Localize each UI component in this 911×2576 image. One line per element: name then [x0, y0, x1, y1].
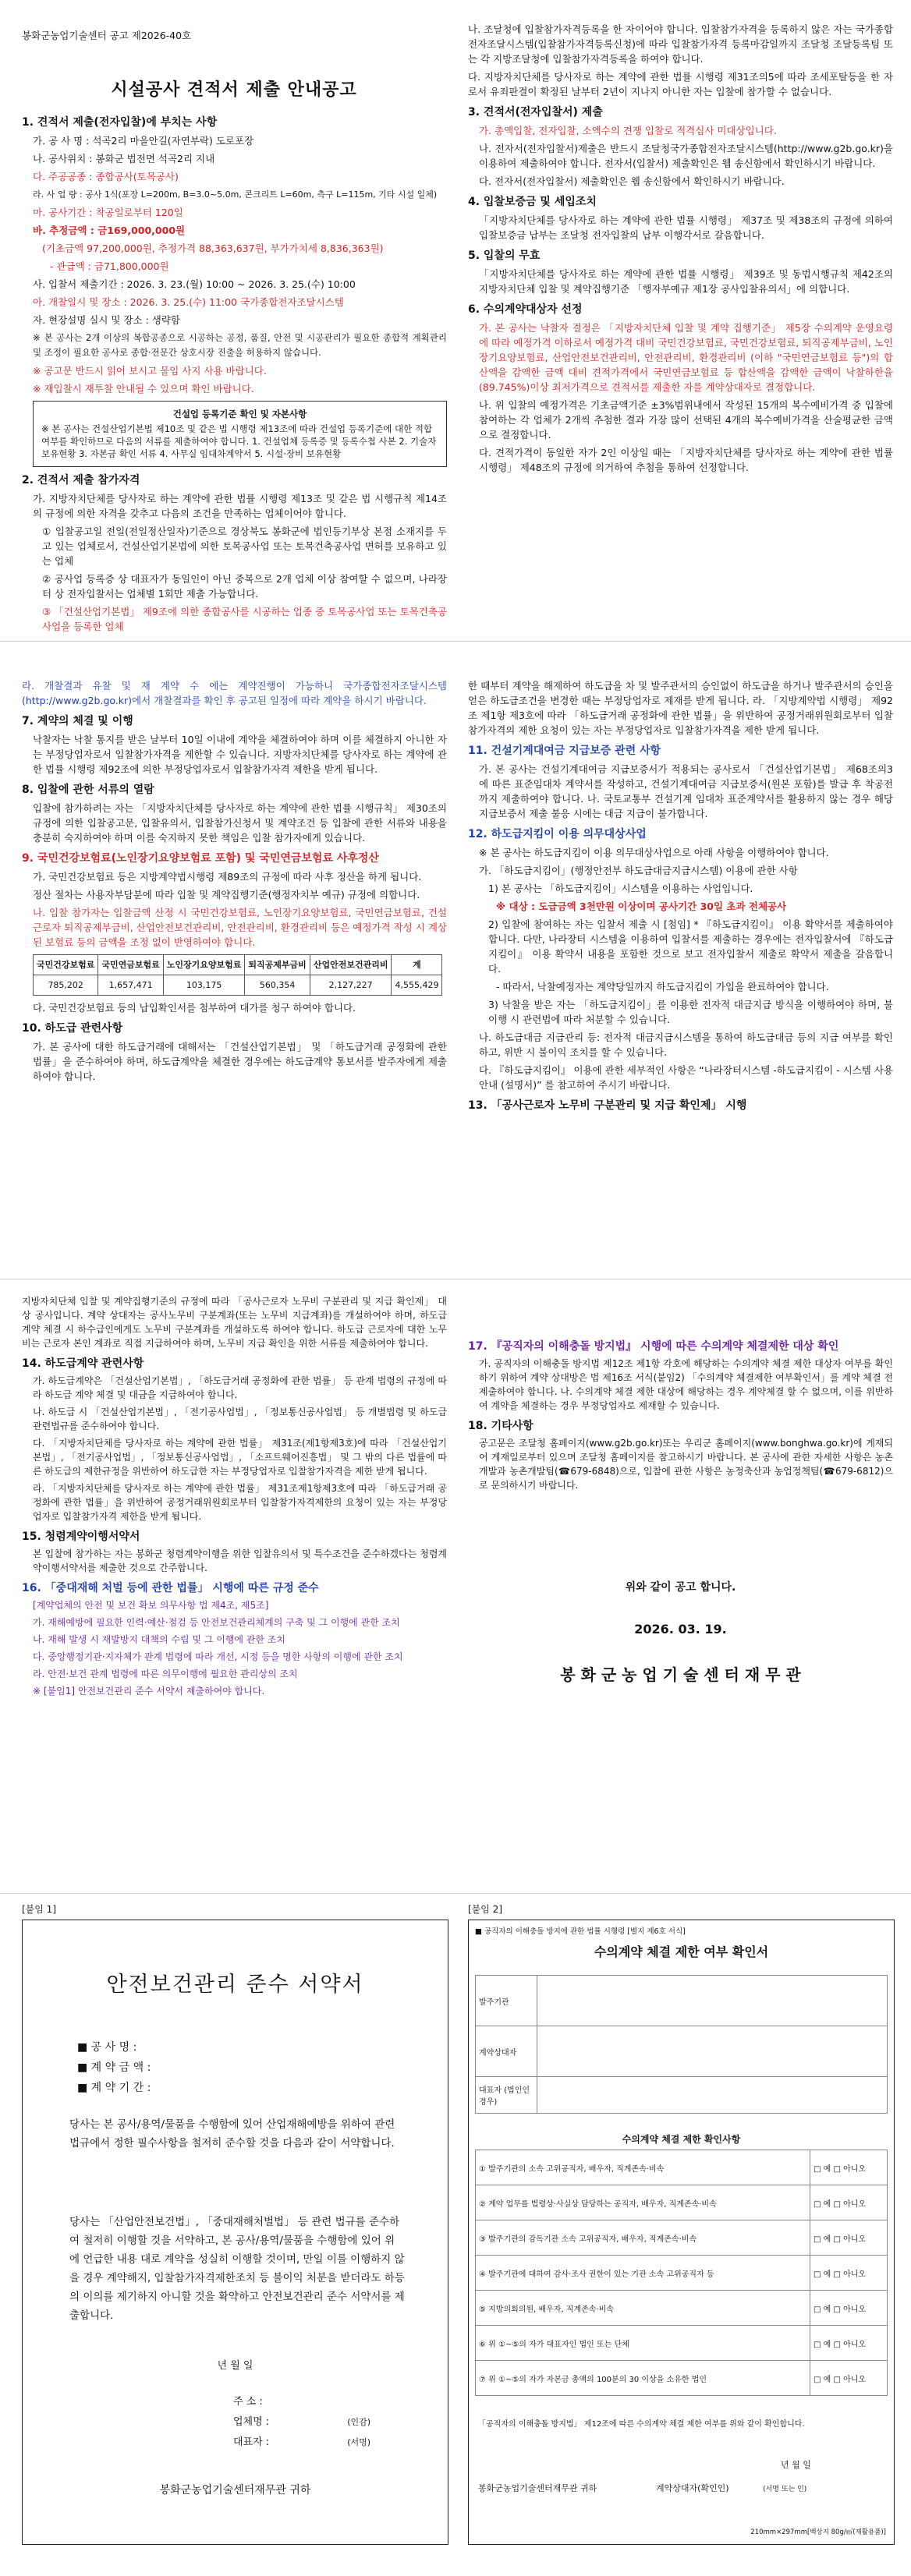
- s6-item: [468, 320, 893, 395]
- s3-item: 나. 전자서(전자입찰서)제출은 반드시 조달청국가종합전자조달시스템(http://www.g2b.go.kr)을 이용하여 제출하여야 합니다. 전자서(입찰서) 제출확인은 웹 송신함에서 확인하시기 바랍니다.: [479, 143, 893, 169]
- table-header: 퇴직공제부금비: [245, 955, 310, 975]
- form1-text1: 당사는 본 공사/용역/물품을 수행함에 있어 산업재해예방을 위하여 관련 법규에서 정한 필수사항을 철저히 준수할 것을 다음과 같이 서약합니다.: [69, 2118, 395, 2150]
- checkbox-group[interactable]: [810, 2361, 888, 2396]
- s1-item: ※ 재입찰시 재투찰 안내될 수 있으며 확인 바랍니다.: [33, 383, 254, 395]
- s4-text: 「지방자치단체를 당사자로 하는 계약에 관한 법률 시행령」 제37조 및 제38조의 규정에 의하여 입찰보증금 납부는 조달청 전자입찰의 납부 이행각서로 갈음합니다.: [479, 214, 893, 241]
- form2-note: 「공직자의 이해충돌 방지법」 제12조에 따른 수의계약 체결 제한 여부를 위와 같이 확인합니다.: [478, 2420, 805, 2429]
- s2-item: ① 입찰공고일 전일(전일정산일자)기준으로 경상북도 봉화군에 법인등기부상 본점 소재지를 두고 있는 업체로서, 건설산업기본법에 의한 토목공사업 또는 토목건축공사업 면허를 보유하고 있는 업체: [42, 525, 447, 567]
- table-header-row: [34, 955, 442, 975]
- s14-item: 가. 하도급계약은 「건설산업기본법」, 「하도급거래 공정화에 관한 법률」 등 관계 법령의 규정에 따라 하도급 계약 체결 및 대금을 지급하여야 합니다.: [33, 1375, 447, 1400]
- s8-text: 입찰에 참가하려는 자는 「지방자치단체를 당사자로 하는 계약에 관한 법률 시행규칙」 제30조의 규정에 의한 입찰공고문, 입찰유의서, 입찰참가신청서 및 계약조건 등 입찰에 관한 서류와 내용을 충분히 숙지하여야 하며 이를 숙지하지 못한 책임은 입찰 참가자에게 있습니다.: [33, 802, 447, 844]
- s16-item: 나. 재해 발생 시 재발방지 대책의 수립 및 그 이행에 관한 조치: [33, 1634, 285, 1645]
- s1-item: ※ 본 공사는 2개 이상의 복합공종으로 시공하는 공정, 품질, 안전 및 시공관리가 필요한 종합적 계획관리 및 조정이 필요한 공사로 종합·전문간 상호시장 진출을 허용하지 않습니다.: [33, 332, 447, 358]
- table-row: [476, 1976, 888, 2026]
- form1-text2: 당사는 「산업안전보건법」, 「중대재해처벌법」 등 관련 법규를 준수하여 철저히 이행할 것을 서약하고, 본 공사/용역/물품을 수행함에 있어 위에 언급한 내용 대로 계약을 성실히 이행할 것이며, 만일 이를 이행하지 않을 경우 계약해지, 입찰참가자격제한조치 등 불이익 처분을 받더라도 하등의 이의를 제기하지 아니할 것을 확약하고 안전보건관리 준수 서약서를 제출합니다.: [69, 2216, 405, 2322]
- section6-heading: 6. 수의계약대상자 선정: [468, 303, 583, 316]
- table-row: [476, 2185, 888, 2220]
- address-field[interactable]: 주 소 :: [233, 2396, 263, 2408]
- table-header: 국민건강보험료: [34, 955, 98, 975]
- s12-item: 다. 『하도급지킴이』 이용에 관한 세부적인 사항은 “나라장터시스템 -하도급지킴이 - 시스템 사용안내 (설명서)” 를 참고하여 주시기 바랍니다.: [479, 1064, 893, 1091]
- form1-title: 안전보건관리 준수 서약서: [106, 1973, 364, 1997]
- s16-item: 가. 재해예방에 필요한 인력·예산·점검 등 안전보건관리체계의 구축 및 그 이행에 관한 조치: [33, 1617, 400, 1628]
- table-header: 국민연금보험료: [98, 955, 163, 975]
- checkbox-group[interactable]: [810, 2185, 888, 2220]
- s1-item: 사. 입찰서 제출기간 : 2026. 3. 23.(월) 10:00 ~ 2026. 3. 25.(수) 10:00: [33, 278, 356, 290]
- yes-checkbox[interactable]: □ 예: [814, 2270, 831, 2279]
- s1-item: 마. 공사기간 : 착공일로부터 120일: [33, 207, 183, 218]
- section5-heading: 5. 입찰의 무효: [468, 249, 541, 262]
- s9b-text: 다. 국민건강보험료 등의 납입확인서를 첨부하여 대가를 청구 하여야 합니다.: [33, 1002, 356, 1014]
- page2-right-column: [468, 678, 893, 1116]
- s16-item: [계약업체의 안전 및 보건 확보 의무사항 법 제4조, 제5조]: [33, 1600, 269, 1611]
- section16-heading: 16. 「중대재해 처벌 등에 관한 법률」 시행에 따른 규정 준수: [22, 1582, 319, 1594]
- section18-heading: 18. 기타사항: [468, 1420, 533, 1432]
- insurance-table: [33, 954, 442, 996]
- yes-checkbox[interactable]: □ 예: [814, 2375, 831, 2384]
- form1-tag: [붙임 1]: [22, 1904, 56, 1915]
- form2-section-title: 수의계약 체결 제한 확인사항: [622, 2134, 741, 2145]
- checkbox-group[interactable]: [810, 2220, 888, 2256]
- page1-left-column: [22, 109, 447, 637]
- p2r-top: 한 때부터 계약을 해제하여 하도급을 차 및 발주관서의 승인없이 하도급을 하거나 발주관서의 승인을 얻은 하도급조건을 변경한 때는 부정당업자로 제재를 받게 됩니다. 라. 「지방계약법 시행령」 제92조 제1항 제3호에 따라 「하도급거래 공정화에 관한 법률」을 위반하여 공정거래위원회로부터 입찰참가자격의 제한 요청이 있는 자는 부정당업자로 입찰참가자격을 제한 받게 됩니다.: [468, 680, 893, 736]
- registration-notice-box: [33, 401, 447, 467]
- table-cell: ① 발주기관의 소속 고위공직자, 배우자, 직계존속·비속: [476, 2150, 810, 2185]
- no-checkbox[interactable]: □ 아니오: [833, 2375, 867, 2384]
- no-checkbox[interactable]: □ 아니오: [833, 2305, 867, 2314]
- section15-heading: 15. 청렴계약이행서약서: [22, 1530, 140, 1543]
- section8-heading: 8. 입찰에 관한 서류의 열람: [22, 784, 154, 796]
- s6-item: 나. 위 입찰의 예정가격은 기초금액기준 ±3%범위내에서 작성된 15개의 복수예비가격 중 입찰에 참여하는 각 업체가 2개씩 추첨한 결과 가장 많이 선택된 4개의 복수예비가격을 산술평균한 금액으로 결정합니다.: [479, 399, 893, 441]
- table-cell: 103,175: [163, 975, 245, 996]
- s17-text: 가. 공직자의 이해충돌 방지법 제12조 제1항 각호에 해당하는 수의계약 체결 제한 대상자 여부를 확인하기 위하여 계약 상대방은 법 제16조 서식(붙임2) 「수의계약 체결제한 여부확인서」를 계약 체결 전 제출하여야 합니다. 나. 수의계약 체결 제한 대상에 해당하는 경우 계약체결 할 수 없으며, 이를 위반하여 계약을 체결하는 경우 부정당업자로 제재할 수 있습니다.: [479, 1358, 893, 1411]
- s1-item: 다. 주공공종 : 종합공사(토목공사): [33, 171, 179, 182]
- table-cell: ② 계약 업무를 법령상·사실상 담당하는 공직자, 배우자, 직계존속·비속: [476, 2185, 810, 2220]
- section7-heading: 7. 계약의 체결 및 이행: [22, 715, 133, 727]
- table-row: [476, 2256, 888, 2291]
- s3-item: 다. 전자서(전자입찰서) 제출확인은 웹 송신함에서 확인하시기 바랍니다.: [479, 175, 785, 187]
- s1-item: (기초금액 97,200,000원, 추정가격 88,363,637원, 부가가치세 8,836,363원): [42, 242, 384, 254]
- table-cell: 발주기관: [476, 1976, 537, 2026]
- table-cell: ③ 발주기관의 감독기관 소속 고위공직자, 배우자, 직계존속·비속: [476, 2220, 810, 2256]
- issuer-input[interactable]: [537, 1976, 888, 2026]
- page1-right-column: [468, 22, 893, 478]
- table-row: [476, 2326, 888, 2361]
- contract-amount-field[interactable]: ■ 계 약 금 액 :: [77, 2061, 151, 2074]
- page-divider: [0, 1893, 911, 1894]
- company-field[interactable]: [233, 2412, 370, 2433]
- conflict-check-form: [468, 1920, 895, 2545]
- table-row: [34, 975, 442, 996]
- checkbox-group[interactable]: [810, 2326, 888, 2361]
- table-cell: 2,127,227: [310, 975, 392, 996]
- s2-item: ② 공사업 등록증 상 대표자가 동일인이 아닌 중복으로 2개 업체 이상 참여할 수 없으며, 나라장터 상 전자입찰서는 업체별 1회만 제출 가능합니다.: [42, 573, 447, 600]
- form2-subtag: ■ 공직자의 이해충돌 방지에 관한 법률 시행령 [별지 제6호 서식]: [475, 1927, 686, 1936]
- s12-item: 나. 하도급대금 지급관리 등: 전자적 대금지급시스템을 통하여 하도급대금 등의 지급 여부를 확인하고, 위반 시 불이익 조치를 할 수 있습니다.: [479, 1031, 893, 1058]
- closing-text: 위와 같이 공고 합니다.: [625, 1581, 736, 1594]
- s16-item: 라. 안전·보건 관계 법령에 따른 의무이행에 필요한 관리상의 조치: [33, 1668, 298, 1679]
- section11-heading: 11. 건설기계대여금 지급보증 관련 사항: [468, 745, 661, 757]
- s16-item: 다. 중앙행정기관·지자체가 관계 법령에 따라 개선, 시정 등을 명한 사항의 이행에 관한 조치: [33, 1651, 403, 1662]
- s1-item: 아. 개찰일시 및 장소 : 2026. 3. 25.(수) 11:00 국가종합전자조달시스템: [33, 296, 344, 308]
- form1-footer: 봉화군농업기술센터재무관 귀하: [159, 2484, 311, 2496]
- p1r-item: 나. 조달청에 입찰참가자격등록을 한 자이어야 합니다. 입찰참가자격을 등록하지 않은 자는 국가종합전자조달시스템(입찰참가자격등록신청)에 따라 입찰참가자격 등록마감일까지 조달청 조달등록팀 또는 각 지방조달청에 입찰참가자격등록을 하여야 합니다.: [468, 23, 893, 65]
- confirmer-label: 계약상대자(확인인): [656, 2483, 729, 2493]
- section10-heading: 10. 하도급 관련사항: [22, 1022, 123, 1035]
- yes-checkbox[interactable]: □ 예: [814, 2340, 831, 2349]
- s12-item: 1) 본 공사는 「하도급지킴이」시스템을 이용하는 사업입니다.: [488, 883, 753, 894]
- yes-checkbox[interactable]: □ 예: [814, 2305, 831, 2314]
- checkbox-group[interactable]: [810, 2150, 888, 2185]
- signature-label: (서명): [347, 2437, 371, 2447]
- s12-item: 가. 「하도급지킴이」(행정안전부 하도급대금지급시스템) 이용에 관한 사항: [479, 865, 798, 876]
- s12-item: 3) 낙찰을 받은 자는 「하도급지킴이」를 이용한 전자적 대금지급 방식을 이행하여야 하며, 불이행 시 관련법에 따라 처분할 수 있습니다.: [488, 999, 893, 1025]
- table-header: 노인장기요양보험료: [163, 955, 245, 975]
- section17-heading: 17. 『공직자의 이해충돌 방지법』 시행에 따른 수의계약 체결제한 대상 확인: [468, 1340, 839, 1353]
- yes-checkbox[interactable]: □ 예: [814, 2199, 831, 2209]
- form2-tag: [붙임 2]: [468, 1904, 502, 1915]
- p2l-top: 라. 개찰결과 유찰 및 재 계약 수 에는 계약진행이 가능하니 국가종합전자조달시스템(http://www.g2b.go.kr)에서 개찰결과를 확인 후 공고된 일정에 따라 계약을 하시기 바랍니다.: [22, 680, 447, 706]
- s9-item: 나. 입찰 참가자는 입찰금액 산정 시 국민건강보험료, 노인장기요양보험료, 국민연금보험료, 건설근로자 퇴직공제부금비, 산업안전보건관리비, 안전관리비, 환경관리비 등은 예정가격 작성 시 계상된 보험료 등의 금액을 조정 없이 반영하여야 합니다.: [33, 907, 447, 948]
- contractor-input[interactable]: [537, 2026, 888, 2077]
- notice-date: 2026. 03. 19.: [634, 1622, 727, 1637]
- s10-text: 가. 본 공사에 대한 하도급거래에 대해서는 「건설산업기본법」 및 「하도급거래 공정화에 관한 법률」을 준수하여야 하며, 하도급계약을 체결한 경우에는 하도급계약 통보서를 발주자에게 제출하여야 합니다.: [33, 1041, 447, 1082]
- form2-confirmer[interactable]: [656, 2482, 806, 2494]
- page-divider: [0, 641, 911, 642]
- signature-label: (서명 또는 인): [763, 2486, 807, 2493]
- s1-item: 가. 공 사 명 : 석곡2리 마을안길(자연부락) 도로포장: [33, 135, 254, 147]
- section14-heading: 14. 하도급계약 관련사항: [22, 1357, 144, 1370]
- s12-item: 2) 입찰에 참여하는 자는 입찰서 제출 시 [첨임] * 『하도급지킴이』 이용 확약서를 제출하여야 합니다. 다만, 나라장터 시스템을 이용하여 입찰서를 제출하는 경우에는 전자입찰서에 『하도급지킴이』 이용 확약서 내용을 포함한 것으로 보고 전자입찰서 제출로 확약서 제출을 갈음합니다.: [488, 918, 893, 975]
- p3l-top: 지방자치단체 입찰 및 계약집행기준의 규정에 따라 「공사근로자 노무비 구분관리 및 지급 확인제」 대상 공사입니다. 계약 상대자는 공사노무비 구분계좌(또는 노무비 지급계좌)를 개설하여야 하며, 하도급 계약 체결 시 하수급인에게도 노무비 구분계좌를 개설하도록 하여야 합니다. 하도급 근로자에 대한 노무비는 근로자 본인 계좌로 직접 지급하여야 하며, 노무비 지급 확인을 위한 서류를 제출하여야 합니다.: [22, 1296, 447, 1349]
- form2-paper-size: 210mm×297mm[백상지 80g/㎡(재활용품)]: [750, 2528, 886, 2536]
- s1-item: ※ 공고문 반드시 읽어 보시고 물임 사지 사용 바랍니다.: [33, 365, 267, 377]
- s2-item: 가. 지방자치단체를 당사자로 하는 계약에 관한 법률 시행령 제13조 및 같은 법 시행규칙 제14조의 규정에 의한 자격을 갖추고 다음의 조건을 만족하는 업체이어야 합니다.: [33, 493, 447, 519]
- table-row: [476, 2361, 888, 2396]
- s14-item: 나. 하도급 시 「건설산업기본법」, 「전기공사업법」, 「정보통신공사업법」 등 개별법령 및 하도급 관련법규를 준수하여야 합니다.: [33, 1407, 447, 1431]
- no-checkbox[interactable]: □ 아니오: [833, 2340, 867, 2349]
- s6-item-text: 가. 본 공사는 낙찰자 결정은 「지방자치단체 입찰 및 계약 집행기준」 제5장 수의계약 운영요령에 따라 예정가격 이하로서 예정가격 대비 국민건강보험료, 국민건강보험료, 퇴직공제부금비, 노인장기요양보험료, 산업안전보건관리비, 안전관리비, 환경관리비 (이하 "국민연금보험료 등")의 합산액을 감액한 금액 대비 견적가격에서 국민연금보험료 등 합산액을 감액한 금액이 낙찰하한율(89.745%)이상 최저가격으로 견적서를 제출한 자를 계약상대자로 결정합니다.: [479, 322, 893, 393]
- p1r-item: 다. 지방자치단체를 당사자로 하는 계약에 관한 법률 시행령 제31조의5에 따라 조세포탈등을 한 자로서 유죄판결이 확정된 날부터 2년이 지나지 아니한 자는 입찰에 참가할 수 없습니다.: [468, 71, 893, 97]
- table-header: 계: [392, 955, 442, 975]
- s9-item: 가. 국민건강보험료 등은 지방계약법시행령 제89조의 규정에 따라 사후 정산을 하게 됩니다.: [33, 871, 422, 883]
- s15-text: 본 입찰에 참가하는 자는 봉화군 청렴계약이행을 위한 입찰유의서 및 특수조건을 준수하겠다는 청렴계약이행서약서를 제출한 것으로 간주합니다.: [33, 1548, 447, 1573]
- no-checkbox[interactable]: □ 아니오: [833, 2235, 867, 2244]
- s1-item: 나. 공사위치 : 봉화군 법전면 석곡2리 지내: [33, 153, 215, 165]
- s12-item: ※ 본 공사는 하도급지킴이 이용 의무대상사업으로 아래 사항을 이행하여야 합니다.: [479, 847, 829, 858]
- table-cell: 560,354: [245, 975, 310, 996]
- form2-title: 수의계약 체결 제한 여부 확인서: [594, 1944, 769, 1959]
- table-cell: ⑥ 위 ①~⑤의 자가 대표자인 법인 또는 단체: [476, 2326, 810, 2361]
- s1-item: 라. 사 업 량 : 공사 1식(포장 L=200m, B=3.0~5.0m, 콘크리트 L=60m, 측구 L=115m, 기타 시설 일체): [33, 189, 438, 200]
- safety-pledge-form: [22, 1920, 448, 2545]
- section4-heading: 4. 입찰보증금 및 세입조치: [468, 196, 597, 208]
- yes-checkbox[interactable]: □ 예: [814, 2235, 831, 2244]
- table-row: [476, 2291, 888, 2326]
- project-name-field[interactable]: ■ 공 사 명 :: [77, 2041, 137, 2054]
- s12-item: - 따라서, 낙찰예정자는 계약당일까지 하도급지킴이 가입을 완료하여야 합니다.: [496, 981, 829, 993]
- table-cell: 1,657,471: [98, 975, 163, 996]
- company-label: 업체명 :: [233, 2416, 270, 2428]
- s5-text: 「지방자치단체를 당사자로 하는 계약에 관한 법률 시행령」 제39조 및 동법시행규칙 제42조의 지방자치단체 입찰 및 계약집행기준 「행자부예규 제1장 공사입찰유의서」에 의합니다.: [479, 268, 893, 295]
- s1-item: 자. 현장설명 실시 및 장소 : 생략함: [33, 314, 181, 326]
- signer-name: 봉 화 군 농 업 기 술 센 터 재 무 관: [560, 1665, 801, 1684]
- table-cell: 785,202: [34, 975, 98, 996]
- table-cell: 계약상대자: [476, 2026, 537, 2077]
- form2-check-table: [475, 2150, 888, 2396]
- s18-text: 공고문은 조달청 홈페이지(www.g2b.go.kr)또는 우리군 홈페이지(www.bonghwa.go.kr)에 게재되어 게재일로부터 있으며 조달청 홈페이지를 참고하시기 바랍니다. 본 공사에 관한 자세한 사항은 농촌개발과 농촌개발팀(☎679-6848)으로, 입찰에 관한 사항은 농정축산과 농업정책팀(☎679-6812)으로 문의하시기 바랍니다.: [479, 1438, 893, 1491]
- form2-recipient: 봉화군농업기술센터재무관 귀하: [478, 2483, 597, 2493]
- section3-heading: 3. 견적서(전자입찰서) 제출: [468, 106, 603, 119]
- s7-text: 낙찰자는 낙찰 통지를 받은 날부터 10일 이내에 계약을 체결하여야 하며 이를 체결하지 아니한 자는 부정당업자로서 입찰참가자격을 제한할 수 있습니다. 지방자치단체를 당사자로 하는 계약에 관한 법률 시행령 제92조에 의한 부정당업자로서 입찰참가자격 제한을 받게 됩니다.: [33, 734, 447, 775]
- form2-info-table: [475, 1975, 888, 2114]
- page3-left-column: [22, 1294, 447, 1701]
- representative-label: 대표자 :: [233, 2436, 270, 2448]
- seal-label: (인감): [347, 2417, 371, 2427]
- table-header: 산업안전보건관리비: [310, 955, 392, 975]
- form2-date[interactable]: 년 월 일: [781, 2460, 811, 2470]
- table-cell: 4,555,429: [392, 975, 442, 996]
- table-row: [476, 2150, 888, 2185]
- page-title: 시설공사 견적서 제출 안내공고: [111, 80, 357, 100]
- section13-heading: 13. 「공사근로자 노무비 구분관리 및 지급 확인제」 시행: [468, 1099, 747, 1112]
- form1-date[interactable]: 년 월 일: [217, 2360, 253, 2372]
- representative-input[interactable]: [537, 2077, 888, 2114]
- s14-item: 다. 「지방자치단체를 당사자로 하는 계약에 관한 법률」 제31조(제1항제3호)에 따라 「건설산업기본법」, 「전기공사업법」, 「정보통신공사업법」, 「소프트웨어진흥법」 및 그 밖의 다른 법률에 따른 하도급의 제한규정을 위반하여 하도급한 자는 부정당업자로 입찰참가자격을 제한 받게 됩니다.: [33, 1438, 447, 1477]
- no-checkbox[interactable]: □ 아니오: [833, 2199, 867, 2209]
- s12-item: ※ 대상 : 도급금액 3천만원 이상이며 공사기간 30일 초과 전체공사: [496, 901, 787, 912]
- form1-signature-block: [233, 2392, 370, 2453]
- form1-fields: [77, 2037, 151, 2098]
- yes-checkbox[interactable]: □ 예: [814, 2164, 831, 2174]
- s2-item: ③ 「건설산업기본법」 제9조에 의한 종합공사를 시공하는 업종 중 토목공사업 또는 토목건축공사업을 등록한 업체: [42, 606, 447, 632]
- announcement-number: 봉화군농업기술센터 공고 제2026-40호: [22, 30, 192, 41]
- page3-right-column: [468, 1333, 893, 1495]
- notice-title: 건설업 등록기준 확인 및 자본사항: [172, 409, 307, 419]
- checkbox-group[interactable]: [810, 2256, 888, 2291]
- table-row: [476, 2026, 888, 2077]
- representative-field[interactable]: [233, 2433, 370, 2453]
- checkbox-group[interactable]: [810, 2291, 888, 2326]
- section1-heading: 1. 견적서 제출(전자입찰)에 부치는 사항: [22, 116, 218, 129]
- s11-text: 가. 본 공사는 건설기계대여금 지급보증서가 적용되는 공사로서 「건설산업기본법」 제68조의3에 따른 표준임대차 계약서를 작성하고, 건설기계대여금 지급보증서(원본 포함)를 발급 후 착공전까지 제출하여야 합니다. 나. 국토교통부 건설기계 임대차 표준계약서를 활용하지 않는 경우 해당 지급보증서 제출 불응 시에는 대금 지급이 불가합니다.: [479, 763, 893, 819]
- s3-item: 가. 총액입찰, 전자입찰, 소액수의 견쟁 입찰로 적격심사 미대상입니다.: [479, 125, 777, 136]
- table-cell: 대표자 (법인인 경우): [476, 2077, 537, 2114]
- notice-body: ※ 본 공사는 건설산업기본법 제10조 및 같은 법 시행령 제13조에 따라 건설업 등록기준에 대한 적합 여부를 확인하므로 다음의 서류를 제출하여야 합니다. 1. 건설업체 등록증 및 등록수첩 사본 2. 기술자 보유현황 3. 자본금 확인 서류 4. 사무실 임대차계약서 5. 시설·장비 보유현황: [41, 423, 437, 459]
- no-checkbox[interactable]: □ 아니오: [833, 2270, 867, 2279]
- section9-heading: 9. 국민건강보험료(노인장기요양보험료 포함) 및 국민연금보험료 사후정산: [22, 852, 379, 865]
- no-checkbox[interactable]: □ 아니오: [833, 2164, 867, 2174]
- s6-item: 다. 견적가격이 동일한 자가 2인 이상일 때는 「지방자치단체를 당사자로 하는 계약에 관한 법률 시행령」 제48조의 규정에 의거하여 추첨을 통하여 선정합니다.: [479, 447, 893, 473]
- s14-item: 라. 「지방자치단체를 당사자로 하는 계약에 관한 법률」 제31조제1항제3호에 따라 「하도급거래 공정화에 관한 법률」을 위반하여 공정거래위원회로부터 입찰참가자격제한의 요청이 있는 자는 부정당업자로 입찰참가자격 제한을 받게 됩니다.: [33, 1483, 447, 1522]
- s16-item: ※ [붙임1] 안전보건관리 준수 서약서 제출하여야 합니다.: [33, 1686, 265, 1697]
- table-cell: ⑦ 위 ①~⑤의 자가 자본금 총액의 100분의 30 이상을 소유한 법인: [476, 2361, 810, 2396]
- s1-item: 바. 추정금액 : 금169,000,000원: [33, 225, 186, 236]
- contract-period-field[interactable]: ■ 계 약 기 간 :: [77, 2082, 151, 2094]
- section2-heading: 2. 견적서 제출 참가자격: [22, 474, 140, 487]
- table-cell: ⑤ 지방의회의원, 배우자, 직계존속·비속: [476, 2291, 810, 2326]
- table-row: [476, 2077, 888, 2114]
- section12-heading: 12. 하도급지킴이 이용 의무대상사업: [468, 828, 647, 840]
- s9-item: 정산 절차는 사용자부담분에 따라 입찰 및 계약집행기준(행정자치부 예규) 규정에 의합니다.: [33, 889, 420, 901]
- s1-item: - 관급액 : 금71,800,000원: [50, 260, 169, 272]
- page2-left-column: [22, 678, 447, 1087]
- table-row: [476, 2220, 888, 2256]
- table-cell: ④ 발주기관에 대하여 감사·조사 권한이 있는 기관 소속 고위공직자 등: [476, 2256, 810, 2291]
